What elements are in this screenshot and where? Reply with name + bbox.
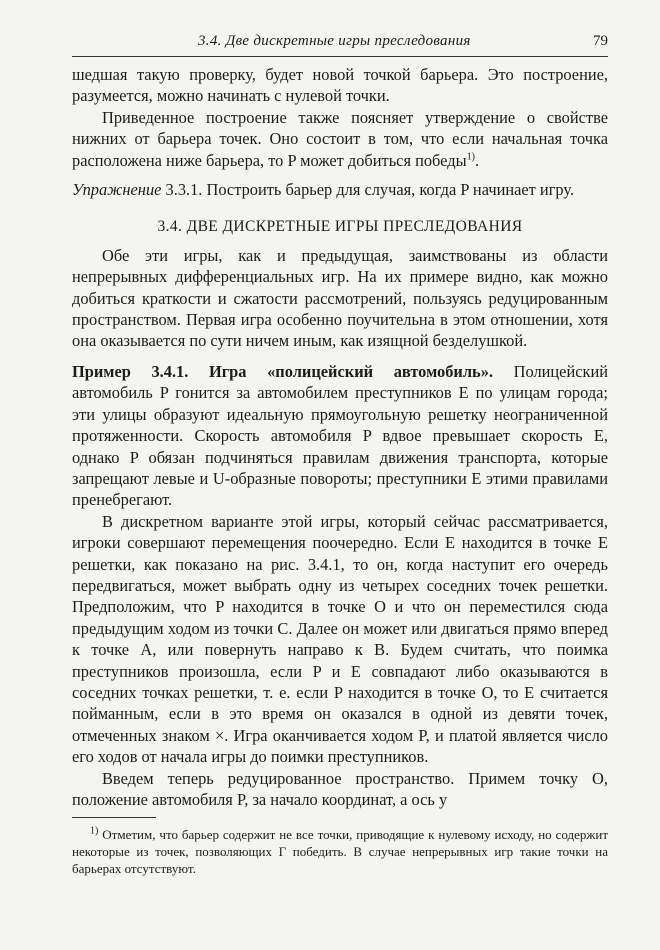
footnote-text: Отметим, что барьер содержит не все точки, приводящие к нулевому исходу, но содержит некоторые из точек, позволяющих Г победить. В случае непрерывных игр такие точки на барьерах отсутствуют. bbox=[72, 827, 608, 876]
example-paragraph bbox=[72, 361, 608, 511]
example-lead: Пример 3.4.1. Игра «полицейский автомобиль». bbox=[72, 361, 494, 381]
exercise-lead: Упражнение bbox=[72, 180, 162, 200]
running-head bbox=[72, 33, 608, 50]
exercise-text: 3.3.1. Построить барьер для случая, когда P начинает игру. bbox=[161, 180, 575, 200]
example-text: Полицейский автомобиль P гонится за автомобилем преступников E по улицам города; эти улицы образуют идеальную прямоугольную решетку неограниченной протяженности. Скорость автомобиля P вдвое превышает скорость E, однако P обязан подчиняться правилам движения транспорта, которые запрещают левые и U-образные повороты; преступники E этими правилами пренебрегают. bbox=[72, 361, 608, 510]
section-heading: 3.4. ДВЕ ДИСКРЕТНЫЕ ИГРЫ ПРЕСЛЕДОВАНИЯ bbox=[157, 218, 523, 236]
footnote-mark: 1) bbox=[90, 825, 99, 837]
header-rule bbox=[72, 56, 608, 57]
paragraph-discrete-variant: В дискретном варианте этой игры, который сейчас рассматривается, игроки совершают перемещения поочередно. Если E находится в точке E решетки, как показано на рис. 3.4.1, то он, когда наступит его очередь передвигаться, может выбрать одну из четырех соседних точек решетки. Предположим, что P находится в точке O и что он переместился сюда предыдущим ходом из точки C. Далее он может или двигаться прямо вперед к точке A, или повернуть направо к B. Будем считать, что поимка преступников произошла, если P и E совпадают либо оказываются в соседних точках решетки, т. е. если P находится в точке O, то E считается пойманным, если в это время он оказался в одной из девяти точек, отмеченных знаком ×. Игра оканчивается ходом P, и платой является число его ходов от начала игры до поимки преступников. bbox=[72, 511, 608, 767]
footnote-reference: 1) bbox=[466, 151, 475, 163]
paragraph-barrier-text: Приведенное построение также поясняет утверждение о свойстве нижних от барьера точек. Оно состоит в том, что если начальная точка расположена ниже барьера, то P может добиться победы bbox=[72, 107, 608, 170]
paragraph-reduced-space: Введем теперь редуцированное пространство. Примем точку O, положение автомобиля P, за начало координат, а ось y bbox=[72, 768, 608, 809]
paragraph-continued: шедшая такую проверку, будет новой точкой барьера. Это построение, разумеется, можно начинать с нулевой точки. bbox=[72, 65, 608, 106]
footnote bbox=[72, 826, 608, 877]
paragraph-barrier-property bbox=[72, 107, 608, 171]
paragraph-intro: Обе эти игры, как и предыдущая, заимствованы из области непрерывных дифференциальных игр. На их примере видно, как можно добиться краткости и сжатости рассмотрений, пользуясь редуцированным пространством. Первая игра особенно поучительна в этом отношении, хотя она оказывается по сути ничем иным, как изящной безделушкой. bbox=[72, 245, 608, 351]
paragraph-barrier-end: . bbox=[474, 150, 480, 170]
exercise-paragraph bbox=[72, 179, 608, 200]
running-head-title: 3.4. Две дискретные игры преследования bbox=[198, 33, 471, 49]
footnote-rule bbox=[72, 817, 156, 818]
page-number: 79 bbox=[593, 33, 608, 49]
page-body bbox=[72, 64, 608, 810]
